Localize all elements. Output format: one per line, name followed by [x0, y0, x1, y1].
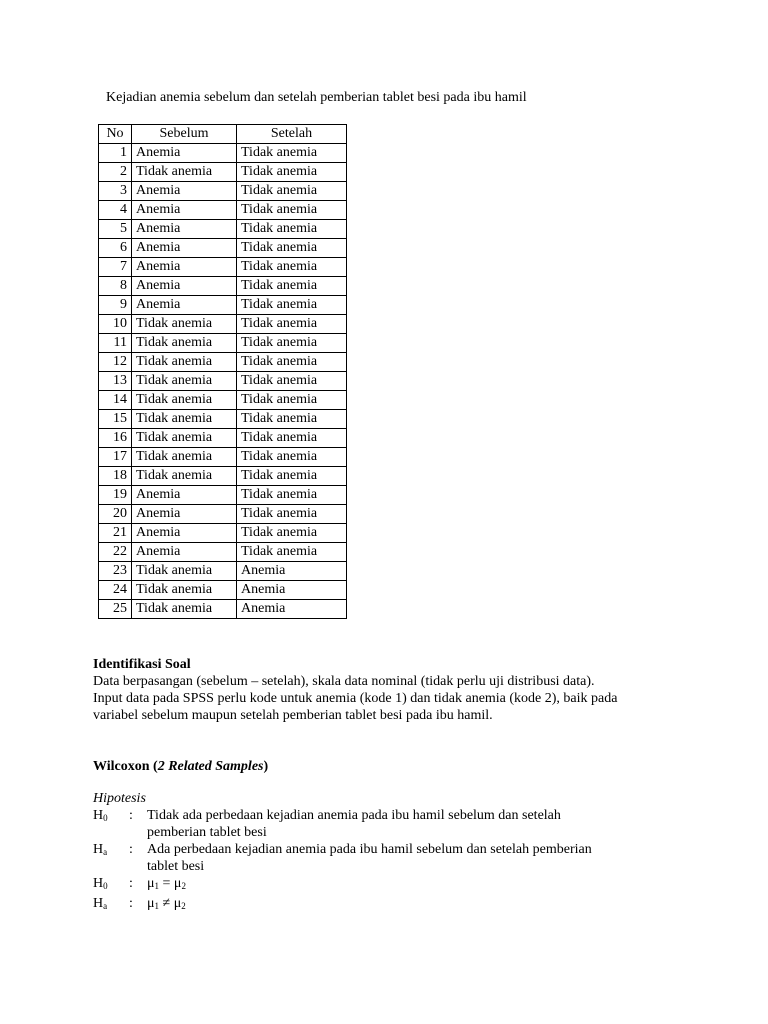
h0-formula-colon: : — [129, 876, 133, 891]
cell-setelah: Tidak anemia — [237, 353, 347, 372]
cell-setelah: Tidak anemia — [237, 220, 347, 239]
ha-formula-text: $\mu_1 \ne \mu_2$ — [147, 896, 186, 911]
cell-sebelum: Anemia — [132, 182, 237, 201]
hipotesis-section — [93, 790, 693, 915]
cell-sebelum: Anemia — [132, 201, 237, 220]
cell-sebelum: Tidak anemia — [132, 429, 237, 448]
table-row — [99, 467, 347, 486]
wilcoxon-heading — [93, 758, 693, 775]
cell-setelah: Tidak anemia — [237, 182, 347, 201]
ha-formula-colon: : — [129, 896, 133, 911]
cell-no: 1 — [99, 144, 132, 163]
cell-no: 14 — [99, 391, 132, 410]
table-row — [99, 524, 347, 543]
table-row — [99, 315, 347, 334]
cell-setelah: Tidak anemia — [237, 334, 347, 353]
cell-sebelum: Tidak anemia — [132, 391, 237, 410]
ha-text-line-2: tablet besi — [147, 859, 205, 874]
h0-statement — [93, 807, 693, 841]
cell-no: 11 — [99, 334, 132, 353]
cell-no: 8 — [99, 277, 132, 296]
cell-no: 22 — [99, 543, 132, 562]
cell-setelah: Tidak anemia — [237, 543, 347, 562]
cell-no: 17 — [99, 448, 132, 467]
h0-text — [147, 807, 693, 841]
cell-setelah: Tidak anemia — [237, 277, 347, 296]
wilcoxon-heading-close: ) — [263, 759, 269, 774]
h0-symbol: $H_0$ — [93, 808, 108, 823]
ha-colon: : — [129, 842, 133, 857]
cell-sebelum: Tidak anemia — [132, 163, 237, 182]
wilcoxon-heading-main: Wilcoxon ( — [93, 759, 158, 774]
table-row — [99, 448, 347, 467]
cell-no: 5 — [99, 220, 132, 239]
cell-setelah: Tidak anemia — [237, 315, 347, 334]
h0-text-line-2: pemberian tablet besi — [147, 825, 267, 840]
cell-sebelum: Tidak anemia — [132, 600, 237, 619]
cell-setelah: Tidak anemia — [237, 486, 347, 505]
header-no: No — [99, 125, 132, 144]
table-row — [99, 182, 347, 201]
cell-no: 23 — [99, 562, 132, 581]
cell-no: 24 — [99, 581, 132, 600]
cell-setelah: Tidak anemia — [237, 410, 347, 429]
cell-no: 25 — [99, 600, 132, 619]
table-row — [99, 144, 347, 163]
cell-setelah: Tidak anemia — [237, 429, 347, 448]
cell-sebelum: Anemia — [132, 258, 237, 277]
cell-sebelum: Tidak anemia — [132, 372, 237, 391]
cell-sebelum: Anemia — [132, 543, 237, 562]
ha-formula-symbol: $H_a$ — [93, 896, 108, 911]
cell-setelah: Anemia — [237, 600, 347, 619]
cell-no: 4 — [99, 201, 132, 220]
cell-sebelum: Anemia — [132, 505, 237, 524]
cell-no: 10 — [99, 315, 132, 334]
cell-sebelum: Anemia — [132, 296, 237, 315]
cell-setelah: Tidak anemia — [237, 258, 347, 277]
cell-sebelum: Anemia — [132, 277, 237, 296]
wilcoxon-heading-italic: 2 Related Samples — [157, 759, 264, 774]
cell-no: 13 — [99, 372, 132, 391]
cell-sebelum: Tidak anemia — [132, 334, 237, 353]
cell-sebelum: Anemia — [132, 486, 237, 505]
cell-no: 21 — [99, 524, 132, 543]
cell-setelah: Tidak anemia — [237, 505, 347, 524]
table-row — [99, 277, 347, 296]
table-row — [99, 220, 347, 239]
header-setelah: Setelah — [237, 125, 347, 144]
identifikasi-line-3: variabel sebelum maupun setelah pemberian tablet besi pada ibu hamil. — [93, 708, 493, 723]
identifikasi-line-2: Input data pada SPSS perlu kode untuk anemia (kode 1) dan tidak anemia (kode 2), baik pada — [93, 691, 618, 706]
table-row — [99, 372, 347, 391]
cell-sebelum: Tidak anemia — [132, 315, 237, 334]
cell-sebelum: Tidak anemia — [132, 581, 237, 600]
cell-no: 2 — [99, 163, 132, 182]
cell-setelah: Tidak anemia — [237, 201, 347, 220]
ha-text — [147, 841, 693, 875]
table-row — [99, 163, 347, 182]
ha-statement — [93, 841, 693, 875]
identifikasi-heading: Identifikasi Soal — [93, 657, 191, 672]
cell-sebelum: Tidak anemia — [132, 410, 237, 429]
cell-sebelum: Tidak anemia — [132, 467, 237, 486]
cell-no: 18 — [99, 467, 132, 486]
table-row — [99, 391, 347, 410]
table-row — [99, 201, 347, 220]
ha-formula — [93, 895, 693, 915]
table-row — [99, 410, 347, 429]
identifikasi-line-1: Data berpasangan (sebelum – setelah), skala data nominal (tidak perlu uji distribusi data). — [93, 674, 595, 689]
cell-setelah: Tidak anemia — [237, 391, 347, 410]
table-row — [99, 543, 347, 562]
table-caption: Kejadian anemia sebelum dan setelah pemberian tablet besi pada ibu hamil — [106, 90, 527, 105]
h0-formula-symbol: $H_0$ — [93, 876, 108, 891]
h0-text-line-1: Tidak ada perbedaan kejadian anemia pada ibu hamil sebelum dan setelah — [147, 808, 561, 823]
cell-no: 16 — [99, 429, 132, 448]
cell-setelah: Tidak anemia — [237, 467, 347, 486]
cell-sebelum: Anemia — [132, 220, 237, 239]
header-sebelum: Sebelum — [132, 125, 237, 144]
table-row — [99, 600, 347, 619]
cell-no: 3 — [99, 182, 132, 201]
cell-setelah: Tidak anemia — [237, 448, 347, 467]
cell-no: 20 — [99, 505, 132, 524]
table-row — [99, 239, 347, 258]
anemia-table — [98, 124, 347, 619]
h0-formula-text: $\mu_1 = \mu_2$ — [147, 876, 186, 891]
cell-sebelum: Tidak anemia — [132, 353, 237, 372]
cell-setelah: Tidak anemia — [237, 144, 347, 163]
table-row — [99, 353, 347, 372]
table-header-row — [99, 125, 347, 144]
cell-setelah: Tidak anemia — [237, 239, 347, 258]
table-row — [99, 258, 347, 277]
cell-sebelum: Tidak anemia — [132, 562, 237, 581]
table-body — [99, 144, 347, 619]
table-row — [99, 296, 347, 315]
cell-no: 7 — [99, 258, 132, 277]
cell-no: 6 — [99, 239, 132, 258]
ha-text-line-1: Ada perbedaan kejadian anemia pada ibu hamil sebelum dan setelah pemberian — [147, 842, 592, 857]
table-row — [99, 505, 347, 524]
cell-no: 15 — [99, 410, 132, 429]
cell-sebelum: Tidak anemia — [132, 448, 237, 467]
table-row — [99, 562, 347, 581]
table-row — [99, 486, 347, 505]
ha-symbol: $H_a$ — [93, 842, 108, 857]
table-row — [99, 429, 347, 448]
hipotesis-title: Hipotesis — [93, 791, 146, 806]
identifikasi-section — [93, 656, 693, 724]
cell-no: 9 — [99, 296, 132, 315]
h0-formula — [93, 875, 693, 895]
cell-sebelum: Anemia — [132, 239, 237, 258]
table-row — [99, 334, 347, 353]
cell-no: 12 — [99, 353, 132, 372]
cell-no: 19 — [99, 486, 132, 505]
cell-setelah: Anemia — [237, 562, 347, 581]
cell-sebelum: Anemia — [132, 144, 237, 163]
table-row — [99, 581, 347, 600]
cell-setelah: Anemia — [237, 581, 347, 600]
cell-setelah: Tidak anemia — [237, 372, 347, 391]
cell-sebelum: Anemia — [132, 524, 237, 543]
cell-setelah: Tidak anemia — [237, 524, 347, 543]
h0-colon: : — [129, 808, 133, 823]
cell-setelah: Tidak anemia — [237, 296, 347, 315]
cell-setelah: Tidak anemia — [237, 163, 347, 182]
